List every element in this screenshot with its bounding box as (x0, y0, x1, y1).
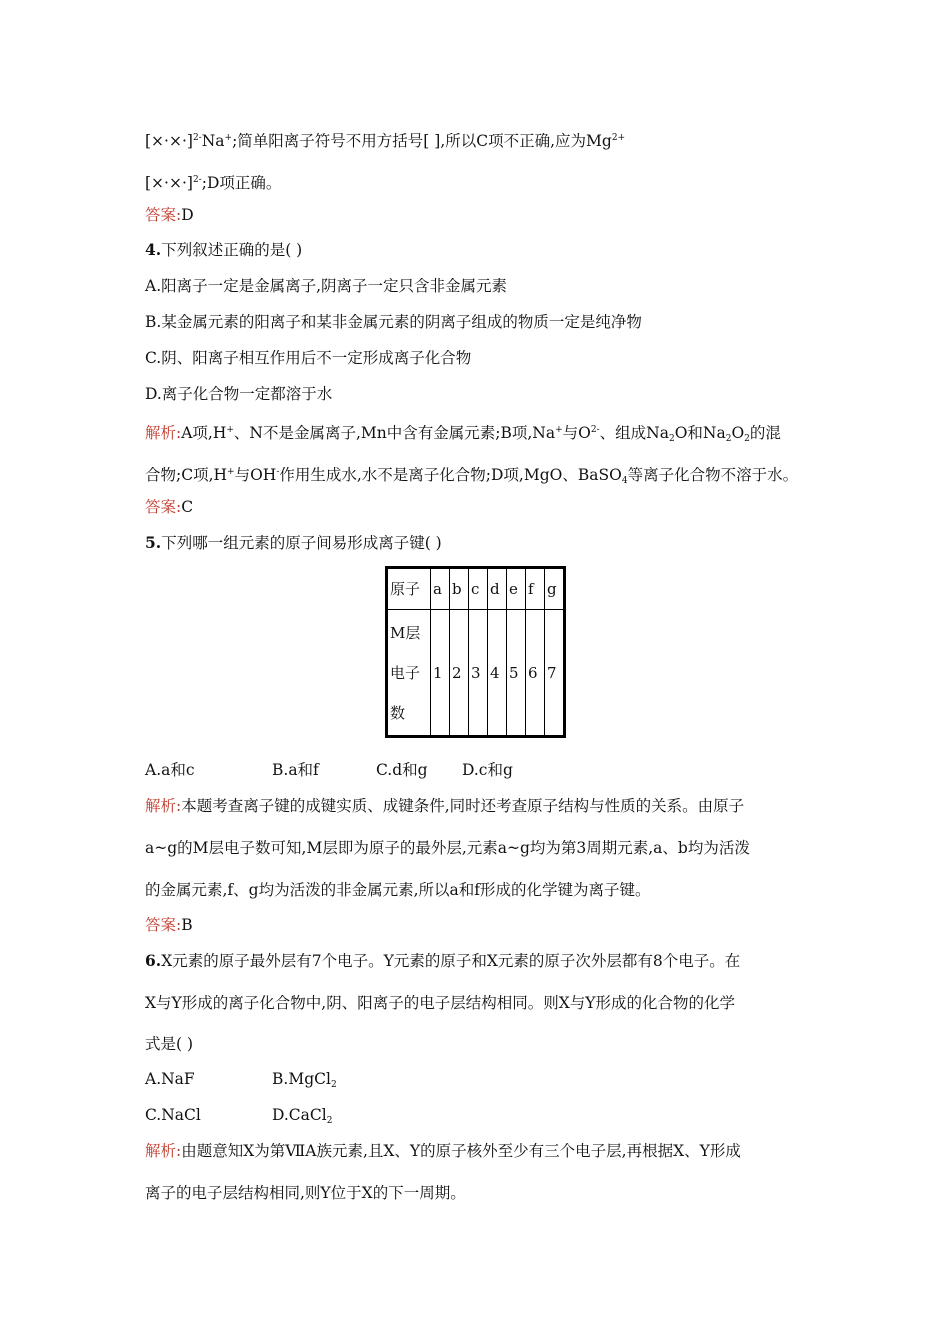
explanation-line: 离子的电子层结构相同,则Y位于X的下一周期。 (145, 1184, 466, 1202)
answer-value: D (181, 206, 194, 224)
option-b: B.某金属元素的阳离子和某非金属元素的阴离子组成的物质一定是纯净物 (145, 313, 642, 331)
text-line (145, 128, 625, 151)
option-d (272, 1105, 332, 1131)
text: O和Na (674, 424, 726, 442)
subscript: 4 (621, 476, 628, 486)
explanation-label: 解析: (145, 797, 182, 815)
subscript: 2 (326, 1116, 333, 1126)
text: O (731, 424, 745, 442)
answer-label: 答案: (145, 916, 182, 934)
option-a: A.阳离子一定是金属离子,阴离子一定只含非金属元素 (145, 277, 508, 295)
explanation-line (145, 462, 798, 491)
table-header-cell: 原子 (387, 568, 431, 610)
text: ;简单阳离子符号不用方括号[ ],所以C项不正确,应为Mg (232, 132, 612, 150)
text: 、组成Na (599, 424, 669, 442)
superscript: + (224, 133, 233, 143)
table-row-label: M层电子数 (387, 610, 431, 737)
table-header-cell: a (431, 568, 450, 610)
explanation-line: 的金属元素,f、g均为活泼的非金属元素,所以a和f形成的化学键为离子键。 (145, 881, 651, 899)
question-5-stem (145, 533, 442, 553)
text: 本题考查离子键的成键实质、成键条件,同时还考查原子结构与性质的关系。由原子 (181, 797, 745, 815)
table-header-cell: e (507, 568, 526, 610)
option-a: A.NaF (145, 1070, 195, 1088)
table-row (387, 610, 565, 737)
text: 的混 (749, 424, 781, 442)
subscript: 2 (668, 434, 675, 444)
text: 由题意知X为第ⅦA族元素,且X、Y的原子核外至少有三个电子层,再根据X、Y形成 (181, 1142, 741, 1160)
option-c: C.阴、阳离子相互作用后不一定形成离子化合物 (145, 349, 472, 367)
text: A项,H (181, 424, 227, 442)
superscript: 2- (192, 133, 202, 143)
question-number: 5. (145, 533, 162, 552)
table-header-cell: g (545, 568, 565, 610)
question-number: 6. (145, 951, 162, 970)
text: B.MgCl (272, 1070, 331, 1088)
table-cell: 6 (526, 610, 545, 737)
answer-value: B (181, 916, 193, 934)
explanation-line (145, 796, 744, 816)
answer-line (145, 205, 194, 225)
text: 作用生成水,水不是离子化合物;D项,MgO、BaSO (279, 466, 622, 484)
table-header-cell: b (450, 568, 469, 610)
question-text: 下列哪一组元素的原子间易形成离子键( ) (161, 534, 442, 552)
table-cell: 4 (488, 610, 507, 737)
subscript: 2 (330, 1080, 337, 1090)
table-header-cell: d (488, 568, 507, 610)
superscript: + (555, 425, 563, 435)
question-text: X元素的原子最外层有7个电子。Y元素的原子和X元素的原子次外层都有8个电子。在 (161, 952, 741, 970)
superscript: + (226, 425, 234, 435)
explanation-line (145, 420, 781, 449)
text: ;D项正确。 (201, 174, 282, 192)
subscript: 2 (744, 434, 750, 444)
superscript: 2- (590, 425, 600, 435)
answer-value: C (181, 498, 194, 516)
option-a: A.a和c (145, 761, 195, 779)
answer-line (145, 497, 193, 517)
table-header-row (387, 568, 565, 610)
option-b: B.a和f (272, 761, 319, 779)
subscript: 2 (725, 434, 732, 444)
text: 等离子化合物不溶于水。 (627, 466, 799, 484)
text: [×·×·] (145, 132, 193, 150)
text: D.CaCl (272, 1106, 327, 1124)
table-header-cell: f (526, 568, 545, 610)
question-text: X与Y形成的离子化合物中,阴、阳离子的电子层结构相同。则X与Y形成的化合物的化学 (145, 994, 735, 1012)
explanation-line: a~g的M层电子数可知,M层即为原子的最外层,元素a~g均为第3周期元素,a、b均为活泼 (145, 839, 750, 857)
option-c: C.d和g (376, 761, 428, 779)
explanation-line (145, 1141, 741, 1161)
text-line (145, 170, 281, 193)
question-text: 式是( ) (145, 1035, 194, 1053)
question-4-stem (145, 240, 302, 260)
table-cell: 2 (450, 610, 469, 737)
explanation-label: 解析: (145, 1142, 182, 1160)
question-text: 下列叙述正确的是( ) (161, 241, 303, 259)
text: 与OH (234, 466, 277, 484)
electron-table (385, 566, 566, 738)
superscript: - (276, 467, 280, 477)
question-6-stem (145, 951, 740, 971)
table-cell: 7 (545, 610, 565, 737)
option-b (272, 1069, 337, 1095)
table-header-cell: c (469, 568, 488, 610)
answer-label: 答案: (145, 498, 182, 516)
text: [×·×·] (145, 174, 193, 192)
option-d: D.离子化合物一定都溶于水 (145, 385, 333, 403)
table-cell: 3 (469, 610, 488, 737)
table-cell: 5 (507, 610, 526, 737)
text: 与O (562, 424, 591, 442)
text: Na (201, 132, 225, 150)
answer-line (145, 915, 193, 935)
answer-label: 答案: (145, 206, 182, 224)
superscript: 2+ (611, 133, 626, 143)
table-cell: 1 (431, 610, 450, 737)
text: 、N不是金属离子,Mn中含有金属元素;B项,Na (233, 424, 556, 442)
explanation-label: 解析: (145, 424, 182, 442)
question-number: 4. (145, 240, 162, 259)
superscript: + (227, 467, 235, 477)
text: 合物;C项,H (145, 466, 228, 484)
option-c: C.NaCl (145, 1106, 201, 1124)
superscript: 2- (192, 175, 202, 185)
option-d: D.c和g (462, 761, 513, 779)
